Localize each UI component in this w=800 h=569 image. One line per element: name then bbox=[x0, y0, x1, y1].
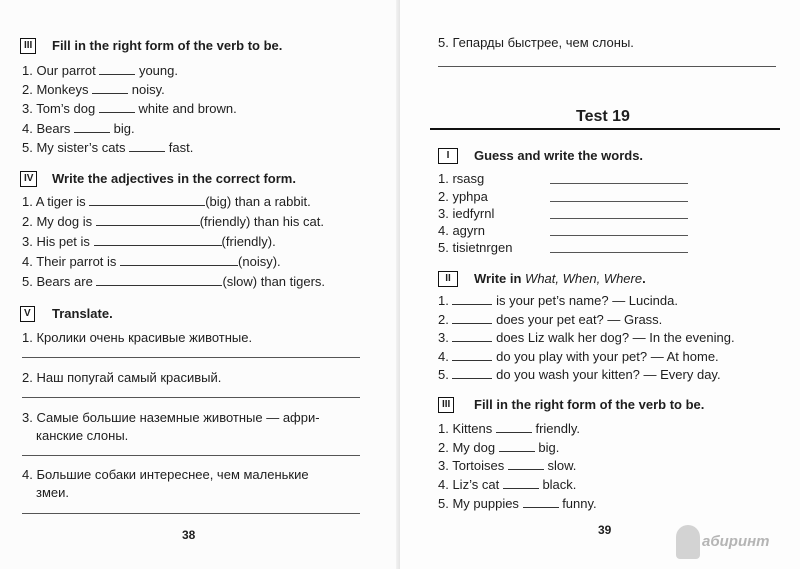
exercise-line: 3. does Liz walk her dog? — In the evening. bbox=[438, 330, 735, 345]
section-number-box: III bbox=[20, 38, 36, 54]
scrambled-word: 2. yphpa bbox=[438, 189, 488, 204]
exercise-line: 1. is your pet’s name? — Lucinda. bbox=[438, 293, 678, 308]
answer-blank[interactable] bbox=[129, 140, 165, 152]
page-number: 38 bbox=[182, 528, 196, 542]
answer-blank[interactable] bbox=[120, 254, 238, 266]
section-title: Write in What, When, Where. bbox=[474, 271, 646, 286]
answer-blank[interactable] bbox=[499, 440, 535, 452]
section-number-box: IV bbox=[20, 171, 37, 187]
exercise-line: 1. Kittens friendly. bbox=[438, 421, 581, 436]
section-number-box: I bbox=[438, 148, 458, 164]
answer-blank[interactable] bbox=[92, 82, 128, 94]
translate-sentence: 5. Гепарды быстрее, чем слоны. bbox=[438, 35, 634, 50]
scrambled-word: 4. agyrn bbox=[438, 223, 485, 238]
exercise-line: 3. Tortoises slow. bbox=[438, 458, 577, 473]
answer-blank[interactable] bbox=[89, 194, 205, 206]
scrambled-word: 5. tisietnrgen bbox=[438, 240, 513, 255]
exercise-line: 2. does your pet eat? — Grass. bbox=[438, 312, 663, 327]
exercise-line: 4. Their parrot is (noisy). bbox=[22, 254, 281, 269]
answer-blank[interactable] bbox=[99, 101, 135, 113]
exercise-line: 2. Monkeys noisy. bbox=[22, 82, 165, 97]
answer-line[interactable] bbox=[22, 513, 360, 514]
exercise-line: 4. Liz’s cat black. bbox=[438, 477, 577, 492]
answer-line[interactable] bbox=[550, 183, 688, 184]
translate-sentence-continued: змеи. bbox=[36, 485, 70, 500]
translate-sentence: 3. Самые большие наземные животные — афри- bbox=[22, 410, 320, 425]
answer-blank[interactable] bbox=[496, 421, 532, 433]
section-title: Fill in the right form of the verb to be. bbox=[474, 397, 705, 412]
answer-blank[interactable] bbox=[452, 312, 492, 324]
answer-blank[interactable] bbox=[508, 458, 544, 470]
exercise-line: 4. Bears big. bbox=[22, 121, 135, 136]
watermark-logo-icon bbox=[676, 525, 700, 559]
exercise-line: 2. My dog big. bbox=[438, 440, 560, 455]
answer-line[interactable] bbox=[22, 397, 360, 398]
exercise-line: 1. A tiger is (big) than a rabbit. bbox=[22, 194, 311, 209]
answer-blank[interactable] bbox=[452, 330, 492, 342]
section-number-box: III bbox=[438, 397, 454, 413]
answer-line[interactable] bbox=[22, 357, 360, 358]
answer-blank[interactable] bbox=[96, 214, 200, 226]
section-title: Guess and write the words. bbox=[474, 148, 644, 163]
translate-sentence-continued: канские слоны. bbox=[36, 428, 129, 443]
exercise-line: 5. My puppies funny. bbox=[438, 496, 597, 511]
answer-blank[interactable] bbox=[503, 477, 539, 489]
answer-blank[interactable] bbox=[523, 496, 559, 508]
answer-line[interactable] bbox=[550, 218, 688, 219]
answer-line[interactable] bbox=[550, 252, 688, 253]
right-page bbox=[400, 0, 800, 569]
answer-blank[interactable] bbox=[452, 367, 492, 379]
translate-sentence: 1. Кролики очень красивые животные. bbox=[22, 330, 253, 345]
page-number: 39 bbox=[598, 523, 612, 537]
exercise-line: 4. do you play with your pet? — At home. bbox=[438, 349, 719, 364]
section-number-box: II bbox=[438, 271, 458, 287]
title-rule bbox=[430, 128, 780, 130]
section-title: Write the adjectives in the correct form. bbox=[52, 171, 296, 186]
answer-line[interactable] bbox=[438, 66, 776, 67]
scrambled-word: 1. rsasg bbox=[438, 171, 485, 186]
answer-blank[interactable] bbox=[452, 349, 492, 361]
exercise-line: 1. Our parrot young. bbox=[22, 63, 178, 78]
section-title: Translate. bbox=[52, 306, 113, 321]
answer-blank[interactable] bbox=[94, 234, 222, 246]
exercise-line: 3. Tom’s dog white and brown. bbox=[22, 101, 237, 116]
answer-line[interactable] bbox=[550, 201, 688, 202]
section-number-box: V bbox=[20, 306, 35, 322]
exercise-line: 2. My dog is (friendly) than his cat. bbox=[22, 214, 324, 229]
answer-blank[interactable] bbox=[452, 293, 492, 305]
answer-blank[interactable] bbox=[96, 274, 222, 286]
test-title: Test 19 bbox=[576, 108, 630, 125]
scrambled-word: 3. iedfyrnl bbox=[438, 206, 495, 221]
answer-blank[interactable] bbox=[74, 121, 110, 133]
answer-line[interactable] bbox=[22, 455, 360, 456]
translate-sentence: 4. Большие собаки интереснее, чем маленькие bbox=[22, 467, 309, 482]
section-title: Fill in the right form of the verb to be. bbox=[52, 38, 283, 53]
answer-line[interactable] bbox=[550, 235, 688, 236]
exercise-line: 5. Bears are (slow) than tigers. bbox=[22, 274, 326, 289]
exercise-line: 5. do you wash your kitten? — Every day. bbox=[438, 367, 721, 382]
answer-blank[interactable] bbox=[99, 63, 135, 75]
exercise-line: 3. His pet is (friendly). bbox=[22, 234, 276, 249]
watermark-text: абиринт bbox=[702, 533, 770, 550]
exercise-line: 5. My sister’s cats fast. bbox=[22, 140, 194, 155]
translate-sentence: 2. Наш попугай самый красивый. bbox=[22, 370, 222, 385]
